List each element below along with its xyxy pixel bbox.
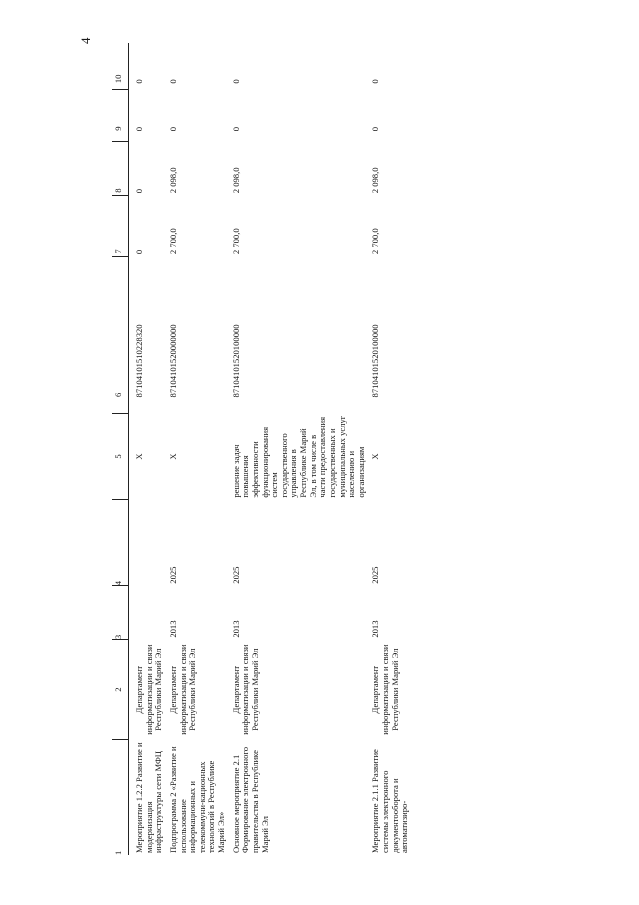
cell-end-year: 2025 <box>370 566 381 584</box>
header-col-8: 8 <box>112 141 129 195</box>
cell-value-7: 2 700,0 <box>370 228 381 255</box>
header-row <box>112 43 129 855</box>
cell-value-8: 2 098,0 <box>370 167 381 194</box>
header-col-7: 7 <box>112 195 129 256</box>
cell-executor: Департамент информатизации и связи Республики Марий Эл <box>167 644 198 735</box>
cell-value-7: 2 700,0 <box>167 228 178 255</box>
header-col-1: 1 <box>112 740 129 855</box>
cell-name: Мероприятие 1.2.2 Развитие и модернизация инфраструктуры сети МФЦ <box>134 742 164 853</box>
header-col-9: 9 <box>112 90 129 142</box>
cell-end-year: 2025 <box>167 566 178 584</box>
header-col-5: 5 <box>112 413 129 499</box>
cell-executor: Департамент информатизации и связи Республики Марий Эл <box>370 644 400 735</box>
cell-result: Х <box>167 453 178 460</box>
cell-value-10: 0 <box>167 79 178 84</box>
header-col-6: 6 <box>112 256 129 413</box>
cell-value-10: 0 <box>230 79 241 84</box>
header-col-4: 4 <box>112 500 129 586</box>
header-col-2: 2 <box>112 640 129 740</box>
cell-budget-code: 87104101510228320 <box>134 324 144 398</box>
cell-end-year: 2025 <box>230 566 241 584</box>
cell-budget-code: 87104101520100000 <box>370 324 381 398</box>
cell-start-year: 2013 <box>230 620 241 638</box>
table-row <box>167 43 230 855</box>
table-row <box>369 43 413 855</box>
cell-end-year <box>129 500 167 586</box>
cell-value-7: 0 <box>134 249 144 255</box>
cell-value-8: 0 <box>134 188 144 194</box>
cell-executor: Департамент информатизации и связи Республики Марий Эл <box>230 644 260 735</box>
cell-value-10: 0 <box>370 79 381 84</box>
cell-value-8: 2 098,0 <box>230 167 241 194</box>
cell-result: решение задач повышения эффективности функционирования систем государственного управления в Республике Марий Эл, в том числе в части предоставления государственных и муниципальных услуг населению и организациям <box>230 415 366 498</box>
cell-value-9: 0 <box>167 126 178 132</box>
header-col-10: 10 <box>112 43 129 90</box>
header-col-3: 3 <box>112 586 129 640</box>
cell-start-year: 2013 <box>370 620 381 638</box>
cell-name: Мероприятие 2.1.1 Развитие системы электронного документооборота и автоматизиро- <box>370 749 410 853</box>
cell-value-8: 2 098,0 <box>167 167 178 194</box>
rotated-table-wrapper <box>112 43 413 855</box>
cell-value-10: 0 <box>134 79 144 84</box>
cell-start-year: 2013 <box>167 620 178 638</box>
cell-name: Подпрограмма 2 «Развитие и использование информационных и телекоммуни-кационных технологий в Республике Марий Эл» <box>167 746 226 853</box>
cell-executor: Департамент информатизации и связи Республики Марий Эл <box>134 644 164 735</box>
cell-name: Основное мероприятие 2.1 Формирование электронного правительства в Республике Марий Эл <box>230 746 270 853</box>
cell-value-9: 0 <box>370 126 381 132</box>
cell-value-9: 0 <box>134 126 144 132</box>
cell-budget-code: 87104101520100000 <box>230 324 241 398</box>
cell-budget-code: 87104101520000000 <box>167 324 178 398</box>
table-row <box>129 43 167 855</box>
cell-result: Х <box>370 453 381 460</box>
cell-start-year <box>129 586 167 640</box>
page-number: 4 <box>78 37 93 44</box>
cell-value-7: 2 700,0 <box>230 228 241 255</box>
cell-result: Х <box>134 453 144 460</box>
table-row <box>230 43 370 855</box>
program-table <box>112 43 413 855</box>
cell-value-9: 0 <box>230 126 241 132</box>
